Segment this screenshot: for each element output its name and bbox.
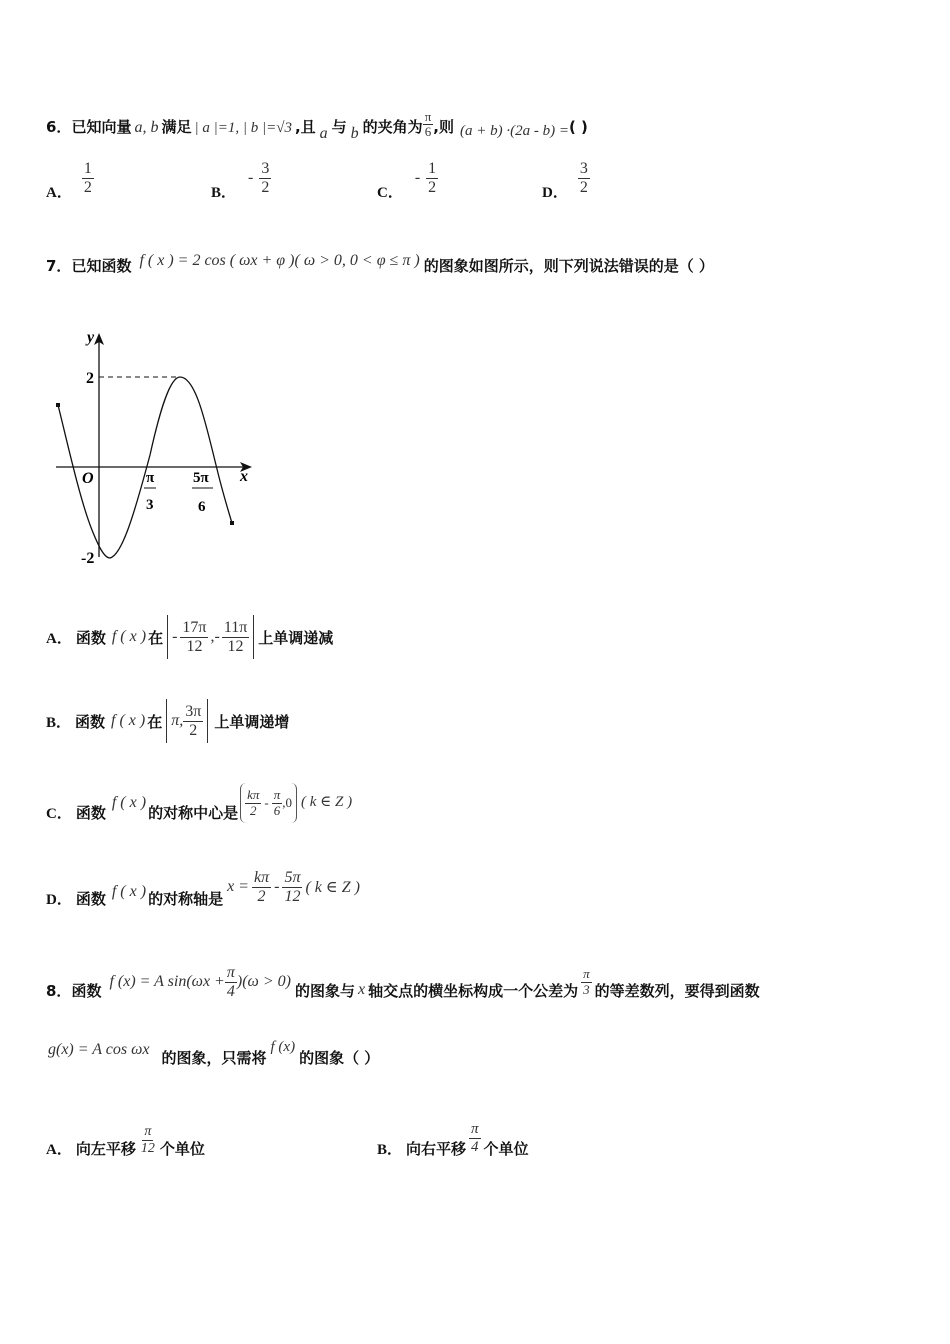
- fraction-den: 2: [261, 178, 270, 196]
- option-text-1: 函数: [75, 712, 106, 731]
- option-text-3: 上单调递增: [214, 712, 290, 731]
- option-label: A．: [46, 1141, 72, 1158]
- q7-function: f ( x ) = 2 cos ( ωx + φ )( ω > 0, 0 < φ ≤ π ): [139, 252, 420, 269]
- x-label: x: [240, 468, 248, 485]
- q8-number: 8．: [46, 981, 72, 1000]
- q8-option-a[interactable]: [46, 1114, 205, 1166]
- q6-vec-a: a: [319, 125, 328, 142]
- q8-g-function: g(x) = A cos ωx: [48, 1041, 150, 1058]
- option-fraction: [426, 160, 438, 196]
- q6-option-a[interactable]: [46, 160, 94, 201]
- minus-sign: -: [274, 878, 280, 895]
- option-fraction: [82, 160, 94, 196]
- q8-text-4: 的等差数列，要得到函数: [594, 981, 760, 1000]
- q6-text-2: 满足: [161, 118, 192, 136]
- fraction-den: 4: [226, 982, 235, 1000]
- q8-line-2: [48, 1039, 380, 1073]
- q7-text-2: 的图象如图所示，则下列说法错误的是（ ）: [423, 257, 714, 275]
- k-condition: ( k ∈ Z ): [300, 793, 353, 810]
- q8-pi-fraction: [225, 964, 237, 1000]
- option-func: f ( x ): [111, 712, 146, 729]
- fraction-num: 17π: [182, 618, 207, 636]
- fraction-num: 3π: [185, 702, 202, 720]
- curve-start-point: [56, 403, 60, 407]
- left-value: π,: [171, 712, 184, 729]
- q6-option-b[interactable]: [211, 160, 271, 201]
- y-label: y: [87, 329, 95, 346]
- left-fraction: [180, 619, 208, 655]
- option-text-2: 个单位: [159, 1139, 205, 1158]
- fraction-num: π: [273, 787, 281, 803]
- option-func: f ( x ): [111, 883, 147, 900]
- option-label: B．: [377, 1141, 403, 1158]
- option-sign: -: [248, 168, 254, 186]
- q6-option-c[interactable]: [377, 160, 438, 201]
- option-text-3: 上单调递减: [258, 628, 334, 647]
- q8-func-b: )(ω > 0): [236, 973, 291, 990]
- q7-number: 7．: [46, 257, 72, 275]
- y-max-label: 2: [86, 370, 94, 387]
- fraction-num: kπ: [253, 868, 270, 886]
- q8-option-b[interactable]: [377, 1112, 529, 1164]
- option-text-2: 个单位: [483, 1139, 529, 1158]
- q6-vectors: a, b: [134, 119, 159, 136]
- y-min-label: -2: [81, 550, 95, 567]
- option-sign: -: [414, 168, 421, 186]
- option-fraction: [139, 1124, 157, 1156]
- tick2-den: 6: [198, 499, 206, 515]
- tick2-num: 5π: [193, 470, 209, 486]
- k-fraction: [245, 788, 261, 818]
- q6-angle-den: 6: [424, 124, 432, 139]
- q7-option-a[interactable]: [46, 612, 333, 662]
- q8-text-6: 的图象（ ）: [299, 1049, 380, 1067]
- origin-label: O: [82, 470, 94, 487]
- q6-number: 6．: [46, 118, 72, 136]
- fraction-den: 2: [579, 178, 588, 196]
- q8-text-5: 的图象，只需将: [161, 1049, 267, 1067]
- fraction-den: 2: [428, 178, 437, 196]
- option-text-1: 函数: [75, 803, 106, 822]
- option-fraction: [578, 160, 590, 196]
- option-label: D．: [46, 891, 72, 908]
- minus-sign: -: [264, 795, 269, 810]
- tail: ,0: [282, 795, 292, 810]
- k-condition: ( k ∈ Z ): [305, 879, 360, 896]
- q7-graph: [46, 325, 306, 575]
- q8-diff-fraction: [581, 967, 592, 997]
- option-text-1: 函数: [75, 628, 106, 647]
- q6-vec-b: b: [350, 125, 359, 142]
- option-text-2: 的对称中心是: [148, 803, 239, 822]
- option-label: B．: [211, 184, 237, 201]
- option-text-2: 的对称轴是: [148, 889, 224, 908]
- q6-option-d[interactable]: [542, 160, 590, 201]
- fraction-num: π: [471, 1121, 479, 1137]
- option-fraction: [259, 160, 271, 196]
- option-label: B．: [46, 714, 72, 731]
- q6-text-6: ,则: [433, 118, 454, 136]
- q6-text-4: 与: [331, 118, 347, 136]
- q8-text-2: 的图象与: [294, 981, 355, 1000]
- q8-x: x: [357, 981, 366, 998]
- center-expression: [240, 783, 297, 823]
- phase-fraction: [272, 788, 283, 818]
- q6-condition: | a |=1, | b |=√3: [194, 120, 292, 136]
- q8-text-1: 函数: [71, 981, 102, 1000]
- comma: ,-: [210, 628, 220, 645]
- option-text-2: 在: [147, 712, 163, 731]
- option-text-1: 函数: [75, 889, 106, 908]
- fraction-den: 12: [140, 1140, 155, 1156]
- fraction-num: π: [226, 963, 235, 981]
- q6-text-3: ,且: [294, 118, 316, 136]
- q8-line-1: [46, 954, 760, 1010]
- fraction-den: 3: [583, 981, 590, 997]
- fraction-den: 2: [189, 721, 198, 739]
- tick1-num: π: [146, 470, 155, 486]
- option-label: D．: [542, 184, 568, 201]
- q7-line: [46, 252, 714, 281]
- interval: [167, 615, 254, 659]
- fraction-den: 4: [471, 1138, 479, 1155]
- option-label: C．: [377, 184, 403, 201]
- fraction-num: 1: [428, 160, 437, 177]
- option-label: C．: [46, 805, 72, 822]
- fraction-den: 2: [257, 887, 266, 905]
- option-text-1: 向左平移: [75, 1139, 136, 1158]
- q6-expression: (a + b) ·(2a - b) =: [459, 123, 569, 139]
- option-func: f ( x ): [111, 794, 147, 811]
- fraction-den: 12: [186, 637, 203, 655]
- x-equals: x =: [227, 878, 249, 895]
- tick1-den: 3: [146, 497, 154, 513]
- fraction-den: 12: [284, 887, 301, 905]
- phase-fraction: [282, 869, 302, 905]
- option-text-2: 在: [148, 628, 164, 647]
- q6-text-5: 的夹角为: [362, 118, 423, 136]
- fraction-den: 6: [273, 802, 281, 818]
- q8-f: f (x): [270, 1039, 296, 1055]
- interval: [166, 699, 208, 743]
- option-func: f ( x ): [111, 628, 147, 645]
- fraction-den: 2: [249, 802, 257, 818]
- fraction-num: 1: [83, 160, 92, 177]
- fraction-num: kπ: [247, 787, 260, 803]
- q7-option-b[interactable]: [46, 696, 289, 746]
- q6-line: [46, 108, 588, 143]
- q6-text-1: 已知向量: [71, 118, 132, 136]
- fraction-num: 11π: [223, 618, 248, 636]
- q6-paren: ( ): [568, 118, 588, 136]
- q8-func-a: f (x) = A sin(ωx +: [109, 973, 225, 990]
- q7-option-c[interactable]: [46, 778, 352, 828]
- q7-text-1: 已知函数: [71, 257, 132, 275]
- minus-sign: -: [172, 628, 178, 645]
- q8-text-3: 轴交点的横坐标构成一个公差为: [368, 981, 579, 1000]
- option-label: A．: [46, 630, 72, 647]
- fraction-den: 2: [83, 178, 92, 196]
- fraction-num: π: [583, 966, 590, 982]
- q6-angle-num: π: [424, 108, 432, 124]
- curve-end-point: [230, 521, 234, 525]
- fraction-num: 3: [261, 160, 270, 177]
- option-label: A．: [46, 184, 72, 201]
- right-fraction: [183, 703, 203, 739]
- right-fraction: [222, 619, 249, 655]
- fraction-num: π: [144, 1124, 152, 1140]
- k-fraction: [252, 869, 271, 905]
- fraction-num: 3: [579, 160, 588, 177]
- option-text-1: 向右平移: [406, 1139, 467, 1158]
- fraction-den: 12: [227, 637, 244, 655]
- fraction-num: 5π: [284, 868, 301, 886]
- option-fraction: [469, 1121, 481, 1155]
- q6-angle-fraction: [423, 110, 434, 140]
- q7-option-d[interactable]: [46, 862, 360, 912]
